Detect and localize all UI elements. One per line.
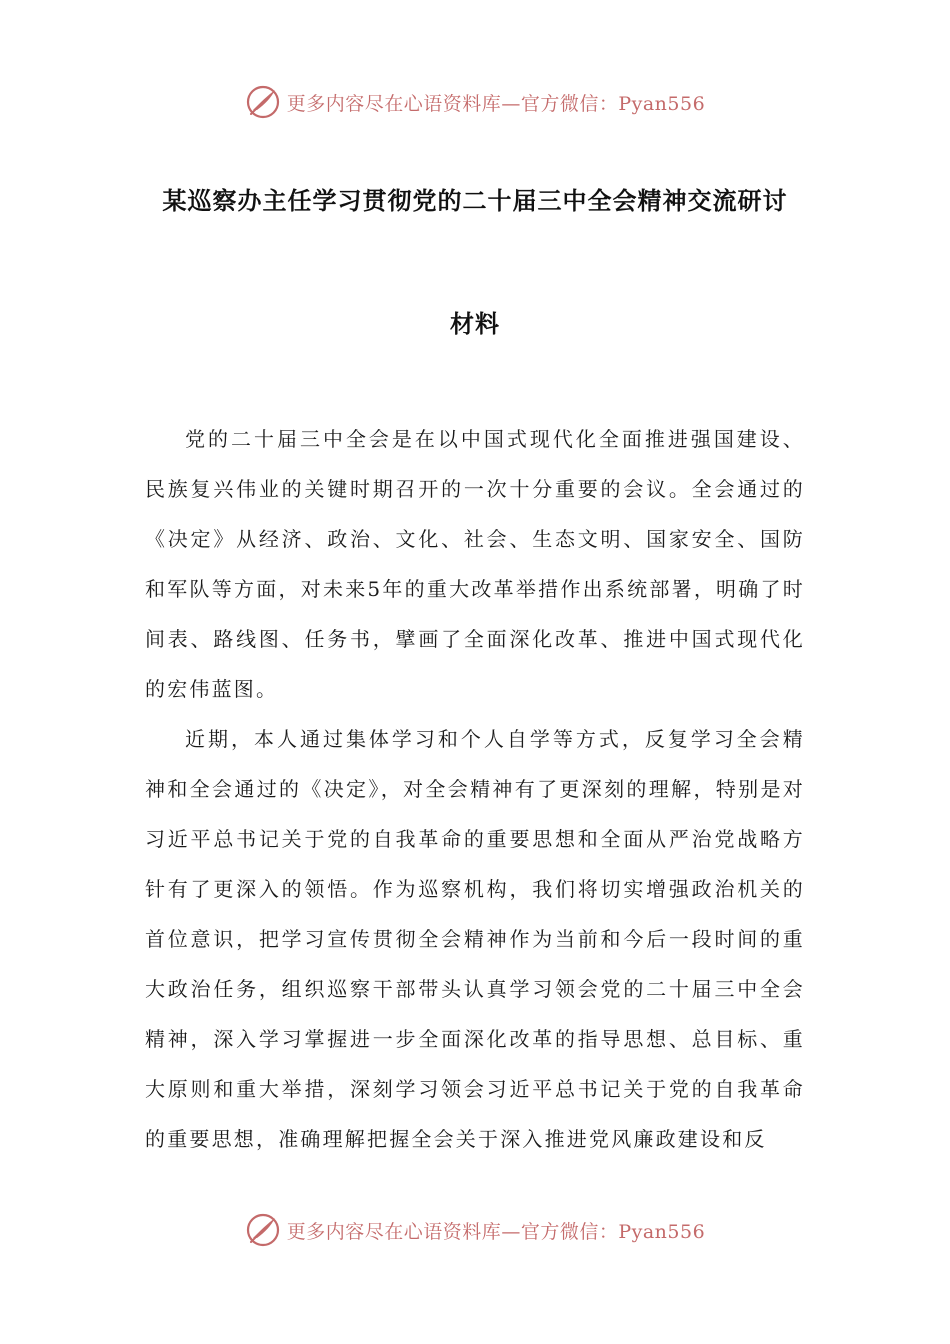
- watermark-text: 更多内容尽在心语资料库—官方微信：Pyan556: [286, 92, 706, 115]
- watermark-banner-top: [0, 82, 950, 122]
- paragraph: 近期，本人通过集体学习和个人自学等方式，反复学习全会精神和全会通过的《决定》，对全会精神有了更深刻的理解，特别是对习近平总书记关于党的自我革命的重要思想和全面从严治党战略方针有了更深入的领悟。作为巡察机构，我们将切实增强政治机关的首位意识，把学习宣传贯彻全会精神作为当前和今后一段时间的重大政治任务，组织巡察干部带头认真学习领会党的二十届三中全会精神，深入学习掌握进一步全面深化改革的指导思想、总目标、重大原则和重大举措，深刻学习领会习近平总书记关于党的自我革命的重要思想，准确理解把握全会关于深入推进党风廉政建设和反: [145, 727, 805, 1151]
- quill-pen-icon: [245, 84, 281, 120]
- document-body: [145, 414, 805, 1164]
- paragraph: 党的二十届三中全会是在以中国式现代化全面推进强国建设、民族复兴伟业的关键时期召开的一次十分重要的会议。全会通过的《决定》从经济、政治、文化、社会、生态文明、国家安全、国防和军队等方面，对未来5年的重大改革举措作出系统部署，明确了时间表、路线图、任务书，擘画了全面深化改革、推进中国式现代化的宏伟蓝图。: [145, 427, 805, 701]
- document-title: 某巡察办主任学习贯彻党的二十届三中全会精神交流研讨: [162, 187, 788, 215]
- watermark-text: 更多内容尽在心语资料库—官方微信：Pyan556: [286, 1220, 706, 1243]
- quill-pen-icon: [245, 1212, 281, 1248]
- watermark-banner-bottom: [0, 1210, 950, 1250]
- document-title-continued: 材料: [450, 310, 500, 338]
